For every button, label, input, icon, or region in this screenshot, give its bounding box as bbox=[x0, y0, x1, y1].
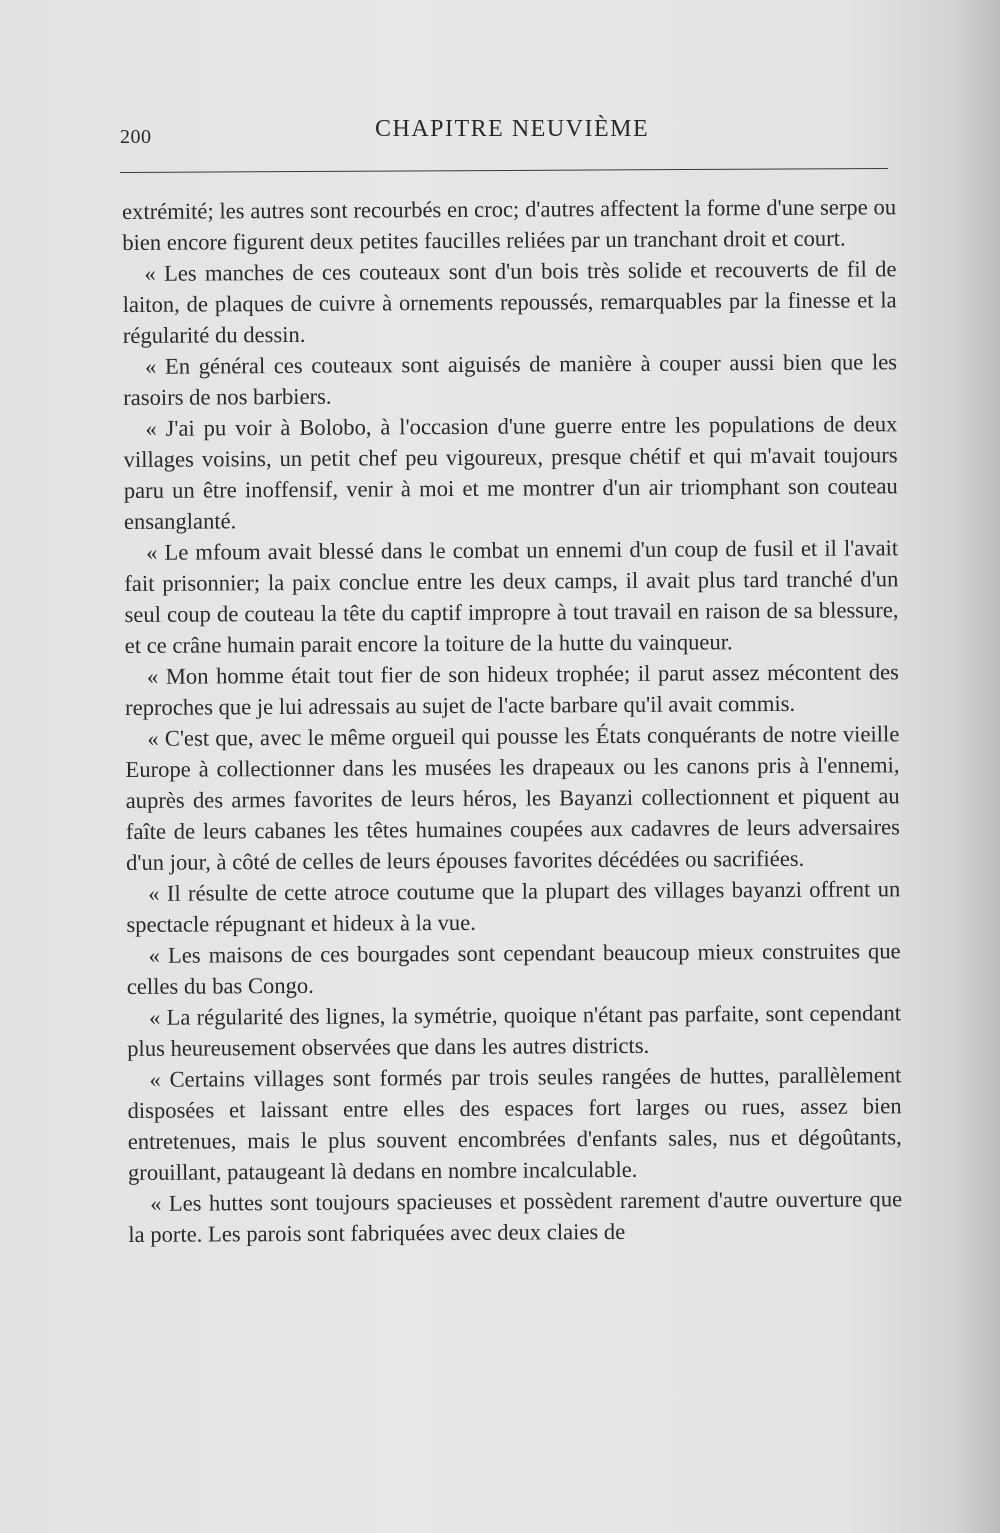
paragraph: « Les huttes sont toujours spacieuses et possèdent rarement d'autre ouverture que la porte. Les parois sont fabriquées avec deux claies de bbox=[128, 1186, 903, 1247]
paragraph: « Certains villages sont formés par trois seules rangées de huttes, parallèlement disposées et laissant entre elles des espaces fort larges ou rues, assez bien entretenues, mais le plus souvent encombrées d'enfants sales, nus et dégoûtants, grouillant, pataugeant là dedans en nombre incalculable. bbox=[127, 1062, 902, 1185]
paragraph: « Le mfoum avait blessé dans le combat un ennemi d'un coup de fusil et il l'avait fait prisonnier; la paix conclue entre les deux camps, il avait plus tard tranché d'un seul coup de couteau la tête du captif impropre à tout travail en raison de sa blessure, et ce crâne humain parait encore la toiture de la hutte du vainqueur. bbox=[124, 535, 899, 658]
paragraph: « Mon homme était tout fier de son hideux trophée; il parut assez mécontent des reproches que je lui adressais au sujet de l'acte barbare qu'il avait commis. bbox=[125, 659, 899, 720]
paragraph: « Il résulte de cette atroce coutume que la plupart des villages bayanzi offrent un spectacle répugnant et hideux à la vue. bbox=[126, 876, 901, 937]
page-header bbox=[120, 112, 890, 152]
paragraph: extrémité; les autres sont recourbés en croc; d'autres affectent la forme d'une serpe ou bien encore figurent deux petites faucilles reliées par un tranchant droit et court. bbox=[122, 194, 897, 255]
paragraph: « J'ai pu voir à Bolobo, à l'occasion d'une guerre entre les populations de deux villages voisins, un petit chef peu vigoureux, presque chétif et qui m'avait toujours paru un être inoffensif, venir à moi et me montrer d'un air triomphant son couteau ensanglanté. bbox=[123, 411, 898, 534]
paragraph: « La régularité des lignes, la symétrie, quoique n'étant pas parfaite, sont cependant plus heureusement observées que dans les autres districts. bbox=[127, 1000, 902, 1061]
paragraph: « En général ces couteaux sont aiguisés de manière à couper aussi bien que les rasoirs de nos barbiers. bbox=[123, 349, 898, 410]
header-rule bbox=[120, 168, 888, 173]
paragraph: « Les manches de ces couteaux sont d'un bois très solide et recouverts de fil de laiton, de plaques de cuivre à ornements repoussés, remarquables par la finesse et la régularité du dessin. bbox=[122, 256, 897, 348]
paragraph: « Les maisons de ces bourgades sont cependant beaucoup mieux construites que celles du bas Congo. bbox=[126, 938, 901, 999]
paragraph: « C'est que, avec le même orgueil qui pousse les États conquérants de notre vieille Europe à collectionner dans les musées les drapeaux ou les canons pris à l'ennemi, auprès des armes favorites de leurs héros, les Bayanzi collectionnent et piquent au faîte de leurs cabanes les têtes humaines coupées aux cadavres de leurs adversaires d'un jour, à côté de celles de leurs épouses favorites décédées ou sacrifiées. bbox=[125, 721, 900, 875]
running-head: CHAPITRE NEUVIÈME bbox=[375, 116, 650, 142]
body-text bbox=[122, 191, 902, 1250]
page-number: 200 bbox=[120, 126, 152, 148]
